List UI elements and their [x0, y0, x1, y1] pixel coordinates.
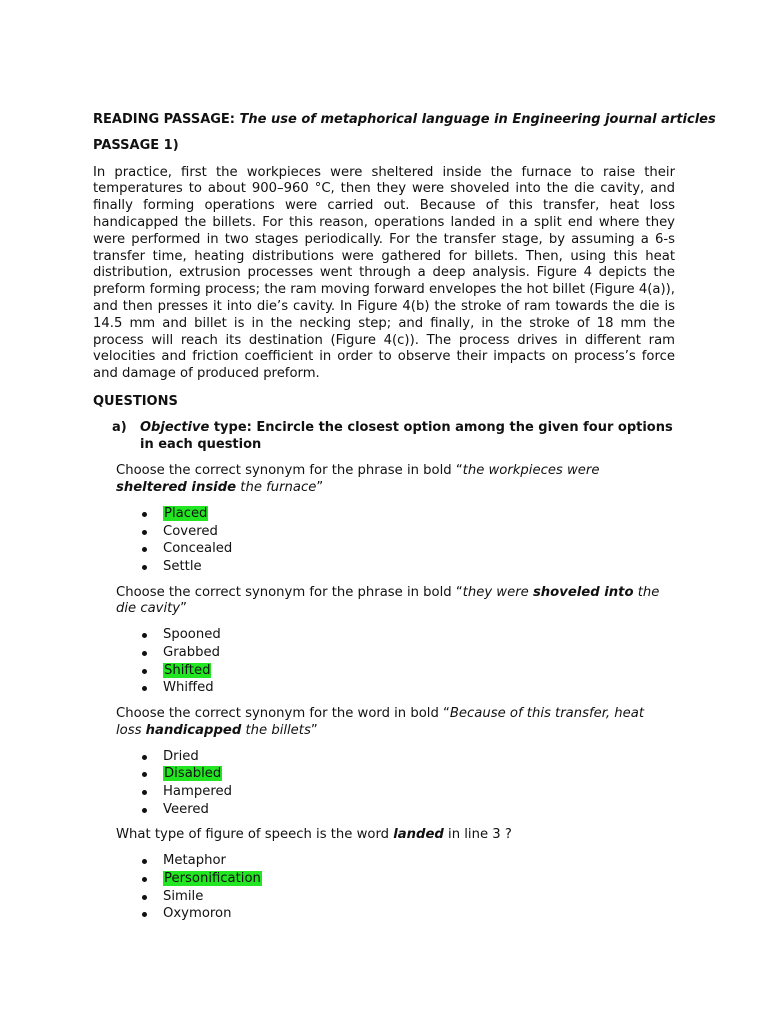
quote-before: the workpieces were [462, 463, 600, 479]
option-item[interactable] [163, 679, 675, 697]
option-label: Spooned [163, 627, 221, 643]
questions-heading: QUESTIONS [93, 393, 178, 409]
question-suffix: ” [310, 722, 318, 738]
quote-after: the furnace [236, 480, 317, 496]
option-item[interactable] [163, 505, 675, 523]
option-item[interactable] [163, 852, 675, 870]
passage-text: In practice, first the workpieces were sheltered inside the furnace to raise their temperatures to about 900–960 °C, then they were shoveled into the die cavity, and finally forming operations were carried out. Because of this transfer, heat loss handicapped the billets. For this reason, operations landed in a split end where they were performed in two stages periodically. For the transfer stage, by assuming a 6-s transfer time, heating distributions were gathered for billets. Then, using this heat distribution, extrusion processes went through a deep analysis. Figure 4 depicts the preform forming process; the ram moving forward envelopes the hot billet (Figure 4(a)), and then presses it into die’s cavity. In Figure 4(b) the stroke of ram towards the die is 14.5 mm and billet is in the necking step; and finally, in the stroke of 18 mm the process will reach its destination (Figure 4(c)). The process drives in different ram velocities and friction coefficient in order to observe their impacts on process’s force and damage of produced preform. [93, 164, 675, 382]
option-item[interactable] [163, 540, 675, 558]
passage-heading: PASSAGE 1) [93, 137, 179, 153]
option-list [116, 626, 675, 697]
option-label: Oxymoron [163, 906, 232, 922]
highlighted-option: Shifted [164, 662, 211, 678]
question-suffix: ” [316, 480, 324, 496]
option-label: Veered [163, 801, 209, 817]
question-text [116, 463, 661, 497]
question-item [116, 706, 675, 818]
option-item[interactable] [163, 662, 675, 680]
objective-instruction [93, 420, 675, 454]
option-item[interactable] [163, 870, 675, 888]
bold-phrase: shoveled into [532, 584, 634, 600]
option-item[interactable] [163, 626, 675, 644]
objective-type-word: Objective [140, 419, 210, 435]
option-item[interactable] [163, 523, 675, 541]
option-label: Concealed [163, 541, 233, 557]
question-prefix: Choose the correct synonym for the word in bold “ [116, 706, 450, 722]
option-label: Simile [163, 888, 204, 904]
quote-after: the die cavity [116, 584, 660, 617]
option-label: Grabbed [163, 644, 220, 660]
option-list [116, 852, 675, 923]
option-list [116, 505, 675, 576]
question-suffix: ” [180, 601, 187, 617]
option-label: Metaphor [163, 853, 226, 869]
quote-after: the billets [241, 722, 311, 738]
highlighted-option: Personification [164, 870, 261, 886]
question-prefix: What type of figure of speech is the word [116, 827, 394, 843]
question-text [116, 585, 661, 619]
option-item[interactable] [163, 748, 675, 766]
document-page [93, 112, 716, 932]
quote-before: Because of this transfer, heat loss [116, 706, 645, 738]
highlighted-option: Disabled [164, 766, 222, 782]
question-item [116, 827, 675, 923]
option-item[interactable] [163, 783, 675, 801]
option-label: Dried [163, 748, 199, 764]
question-prefix: Choose the correct synonym for the phrase in bold “ [116, 463, 463, 479]
option-item[interactable] [163, 801, 675, 819]
title-label: READING PASSAGE: [93, 112, 236, 127]
bold-word: landed [393, 827, 444, 843]
option-item[interactable] [163, 888, 675, 906]
question-item [116, 585, 675, 697]
highlighted-option: Placed [164, 505, 208, 521]
list-marker: a) [112, 419, 127, 435]
reading-passage-title [93, 112, 716, 129]
question-text [116, 827, 661, 844]
question-suffix: in line 3 ? [443, 827, 512, 843]
option-label: Settle [163, 559, 202, 574]
option-label: Covered [163, 523, 218, 539]
question-text [116, 706, 661, 740]
option-list [116, 748, 675, 819]
question-item [116, 463, 675, 575]
title-text: The use of metaphorical language in Engineering journal articles [239, 112, 716, 127]
option-item[interactable] [163, 765, 675, 783]
option-item[interactable] [163, 644, 675, 662]
question-list [116, 463, 675, 923]
question-prefix: Choose the correct synonym for the phrase in bold “ [116, 584, 463, 600]
option-item[interactable] [163, 905, 675, 923]
option-label: Whiffed [163, 680, 214, 696]
quote-before: they were [462, 584, 533, 600]
option-item[interactable] [163, 558, 675, 576]
option-label: Hampered [163, 784, 232, 799]
objective-instruction-text: type: Encircle the closest option among the given four options in each question [140, 419, 673, 452]
bold-phrase: handicapped [145, 722, 242, 738]
bold-phrase: sheltered inside [116, 480, 237, 496]
